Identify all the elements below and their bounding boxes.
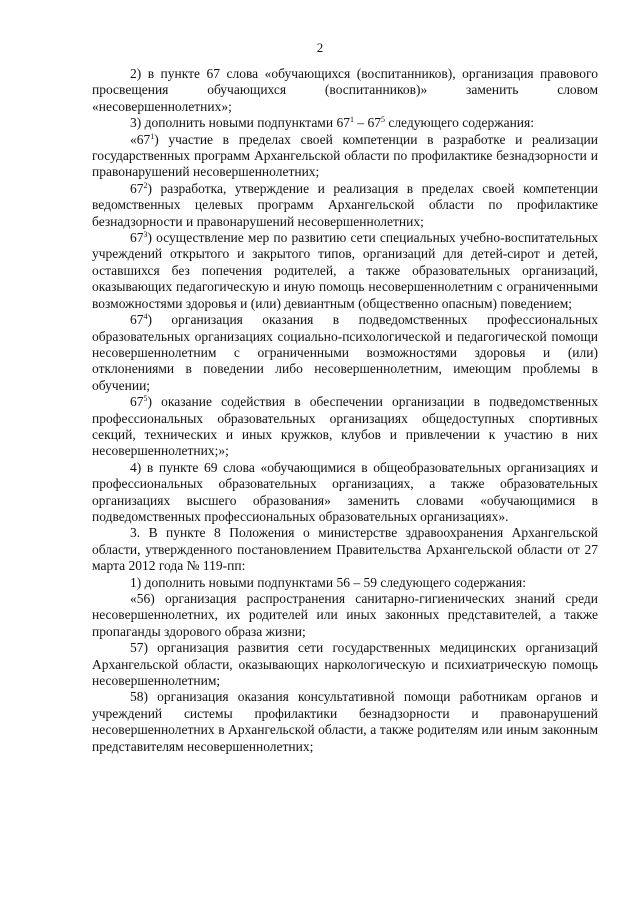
paragraph (92, 66, 598, 115)
paragraph (92, 640, 598, 689)
paragraph (92, 591, 598, 640)
paragraph-text: 4) в пункте 69 слова «обучающимися в общеобразовательных организациях и профессиональных образовательных организациях, а также образовательных организациях высшего образования» заменить словами «обучающимися в подведомственных профессиональных образовательных организациях». (92, 459, 598, 524)
superscript: 5 (380, 115, 385, 125)
paragraph-text: следующего содержания: (384, 115, 534, 131)
paragraph-text: 67 (130, 180, 144, 196)
paragraph (92, 115, 598, 131)
paragraph-text: 57) организация развития сети государственных медицинских организаций Архангельской области, оказывающих наркологическую и психиатрическую помощь несовершеннолетним; (92, 640, 598, 689)
paragraph-text: 3) дополнить новыми подпунктами 67 (130, 115, 350, 131)
paragraph (92, 312, 598, 394)
paragraph-text: «67 (130, 131, 151, 147)
superscript: 2 (143, 180, 148, 190)
paragraph (92, 525, 598, 574)
page-number: 2 (316, 40, 324, 55)
paragraph-text: 67 (130, 230, 144, 246)
document-body (92, 66, 598, 755)
paragraph (92, 230, 598, 312)
paragraph-text: 2) в пункте 67 слова «обучающихся (воспитанников), организация правового просвещения обучающихся (воспитанников)» заменить словом «несовершеннолетних»; (92, 66, 598, 114)
superscript: 3 (143, 230, 148, 240)
paragraph-text: – 67 (353, 115, 381, 131)
paragraph (92, 575, 598, 591)
paragraph-text: ) организация оказания в подведомственных профессиональных образовательных организациях социально-психологической и педагогической помощи несовершеннолетним с ограниченными возможностями здоровья и (или) отклонениями в поведении либо несовершеннолетним, имеющим проблемы в обучении; (92, 312, 598, 393)
paragraph-text: 67 (130, 394, 144, 410)
paragraph-text: 3. В пункте 8 Положения о министерстве здравоохранения Архангельской области, утвержденного постановлением Правительства Архангельской области от 27 марта 2012 года № 119-пп: (92, 525, 598, 574)
superscript: 1 (349, 115, 354, 125)
paragraph-text: 1) дополнить новыми подпунктами 56 – 59 следующего содержания: (130, 574, 526, 590)
superscript: 4 (143, 312, 148, 322)
paragraph (92, 460, 598, 526)
paragraph-text: 58) организация оказания консультативной помощи работникам органов и учреждений системы профилактики безнадзорности и правонарушений несовершеннолетних в Архангельской области, а также родителям или иным законным представителям несовершеннолетних; (92, 689, 598, 754)
paragraph-text: ) оказание содействия в обеспечении организации в подведомственных профессиональных образовательных организациях общедоступных спортивных секций, технических и иных кружков, клубов и привлечении к участию в них несовершеннолетних;»; (92, 394, 598, 459)
paragraph (92, 132, 598, 181)
paragraph-text: ) осуществление мер по развитию сети специальных учебно-воспитательных учреждений открытого и закрытого типов, организаций для детей-сирот и детей, оставшихся без попечения родителей, а также образовательных организаций, оказывающих педагогическую и иную помощь несовершеннолетним с ограниченными возможностями здоровья и (или) девиантным (общественно опасным) поведением; (92, 230, 598, 311)
paragraph-text: 67 (130, 312, 144, 328)
superscript: 1 (150, 131, 155, 141)
paragraph (92, 181, 598, 230)
paragraph-text: «56) организация распространения санитарно-гигиенических знаний среди несовершеннолетних, их родителей или иных законных представителей, а также пропаганды здорового образа жизни; (92, 591, 598, 639)
superscript: 5 (143, 394, 148, 404)
paragraph (92, 689, 598, 755)
paragraph-text: ) разработка, утверждение и реализация в пределах своей компетенции ведомственных целевых программ Архангельской области по профилактике безнадзорности и правонарушений несовершеннолетних; (92, 180, 598, 229)
paragraph-text: ) участие в пределах своей компетенции в разработке и реализации государственных программ Архангельской области по профилактике безнадзорности и правонарушений несовершеннолетних; (92, 131, 598, 180)
paragraph (92, 394, 598, 460)
